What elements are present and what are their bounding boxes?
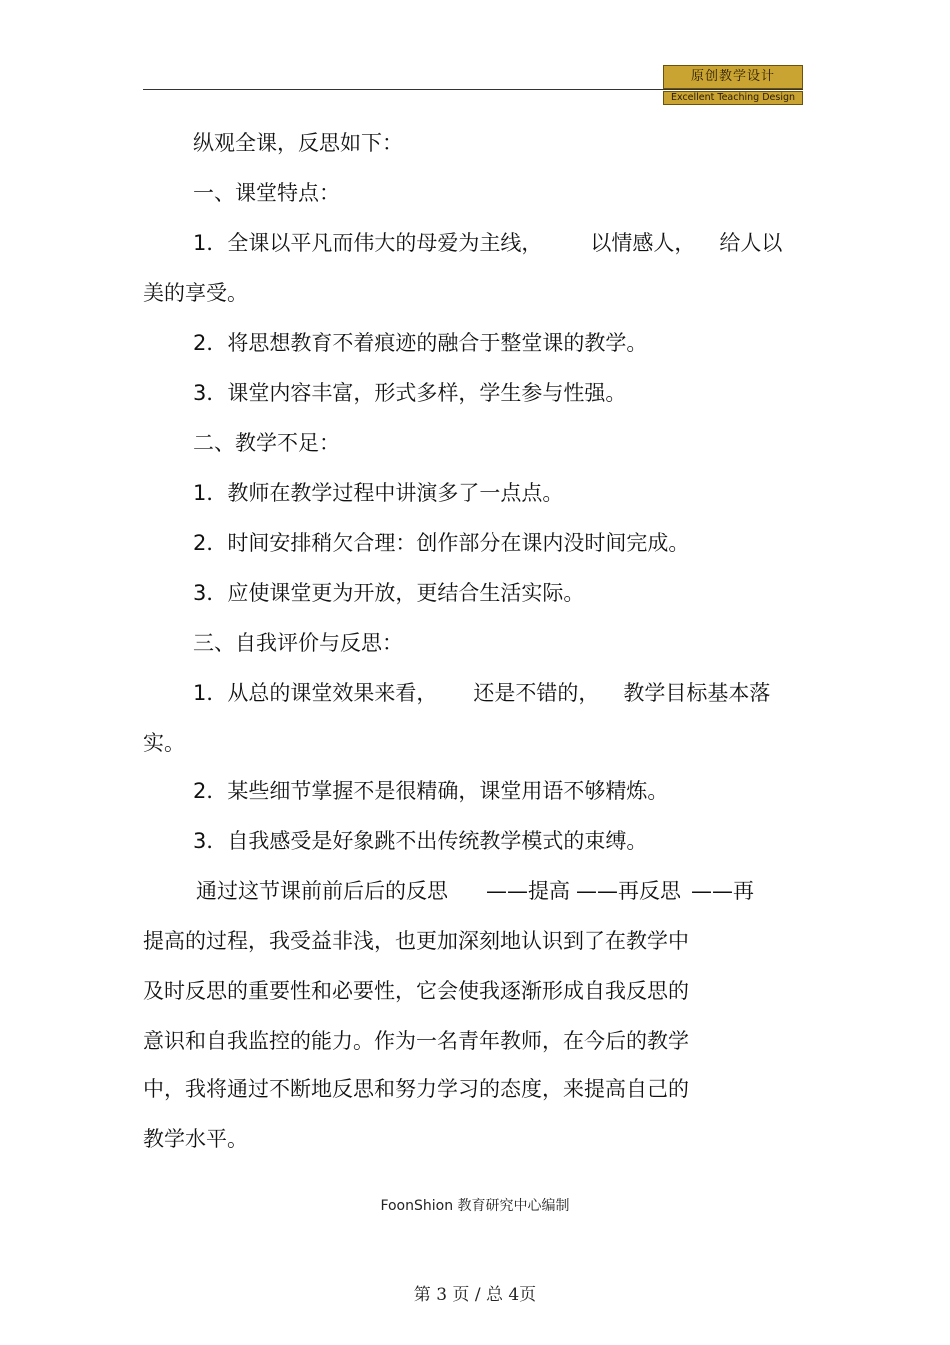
evaluation-item-2: 2．某些细节掌握不是很精确，课堂用语不够精炼。 xyxy=(193,779,669,803)
closing-part-c: ——再反思 xyxy=(576,879,681,903)
header-badge xyxy=(663,65,803,105)
closing-part-d: ——再 xyxy=(691,879,754,903)
feature-item-1-part-b: 以情感人， xyxy=(590,231,696,255)
closing-part-b: ——提高 xyxy=(486,879,570,903)
shortcoming-item-2: 2．时间安排稍欠合理：创作部分在课内没时间完成。 xyxy=(193,531,690,555)
section-heading-shortcomings: 二、教学不足： xyxy=(193,431,340,455)
closing-paragraph-line-6: 教学水平。 xyxy=(143,1127,248,1151)
feature-item-3: 3．课堂内容丰富，形式多样，学生参与性强。 xyxy=(193,381,627,405)
intro-line: 纵观全课，反思如下： xyxy=(193,131,403,155)
evaluation-item-1-part-c: 教学目标基本落 xyxy=(623,681,771,705)
evaluation-item-1-continued: 实。 xyxy=(143,731,185,755)
page-number: 第 3 页 / 总 4页 xyxy=(413,1285,537,1305)
feature-item-1-continued: 美的享受。 xyxy=(143,281,248,305)
closing-paragraph-line-5: 中，我将通过不断地反思和努力学习的态度，来提高自己的 xyxy=(143,1077,689,1101)
closing-paragraph-line-1 xyxy=(196,878,754,904)
evaluation-item-3: 3．自我感受是好象跳不出传统教学模式的束缚。 xyxy=(193,829,648,853)
section-heading-self-evaluation: 三、自我评价与反思： xyxy=(193,631,403,655)
feature-item-1-part-a: 1．全课以平凡而伟大的母爱为主线， xyxy=(193,231,543,255)
closing-part-a: 通过这节课前前后后的反思 xyxy=(196,879,448,903)
badge-title-cn: 原创教学设计 xyxy=(663,65,803,89)
section-heading-features: 一、课堂特点： xyxy=(193,181,340,205)
badge-title-en: Excellent Teaching Design xyxy=(663,91,803,105)
feature-item-1-part-c: 给人以 xyxy=(719,231,783,255)
evaluation-item-1 xyxy=(193,680,770,706)
evaluation-item-1-part-b: 还是不错的， xyxy=(473,681,600,705)
closing-paragraph-line-4: 意识和自我监控的能力。作为一名青年教师，在今后的教学 xyxy=(143,1029,689,1053)
footer-credit: FoonShion 教育研究中心编制 xyxy=(380,1198,570,1214)
shortcoming-item-3: 3．应使课堂更为开放，更结合生活实际。 xyxy=(193,581,585,605)
feature-item-1 xyxy=(193,230,782,256)
evaluation-item-1-part-a: 1．从总的课堂效果来看， xyxy=(193,681,438,705)
shortcoming-item-1: 1．教师在教学过程中讲演多了一点点。 xyxy=(193,481,564,505)
closing-paragraph-line-2: 提高的过程，我受益非浅，也更加深刻地认识到了在教学中 xyxy=(143,929,689,953)
feature-item-2: 2．将思想教育不着痕迹的融合于整堂课的教学。 xyxy=(193,331,648,355)
closing-paragraph-line-3: 及时反思的重要性和必要性，它会使我逐渐形成自我反思的 xyxy=(143,979,689,1003)
